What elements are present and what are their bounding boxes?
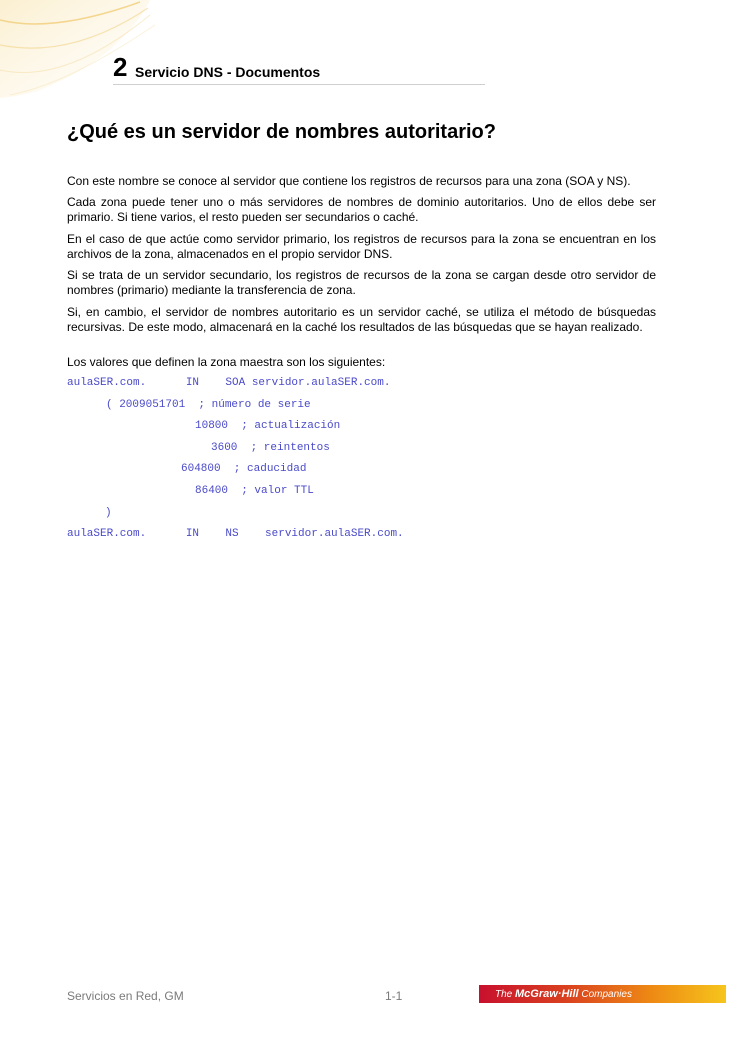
code-line-ttl: 86400 ; valor TTL xyxy=(195,485,314,497)
corner-swirl-decoration xyxy=(0,0,160,100)
code-line-retry: 3600 ; reintentos xyxy=(211,442,330,454)
code-line-refresh: 10800 ; actualización xyxy=(195,420,341,432)
logo-text xyxy=(495,988,632,1001)
code-line-soa: aulaSER.com. IN SOA servidor.aulaSER.com. xyxy=(67,377,391,389)
chapter-title: Servicio DNS - Documentos xyxy=(135,64,321,80)
paragraph-definition: Con este nombre se conoce al servidor que contiene los registros de recursos para una zona (SOA y NS). xyxy=(67,174,631,188)
mcgraw-hill-logo xyxy=(479,985,726,1003)
logo-prefix: The xyxy=(495,989,516,1000)
paragraph-primary: En el caso de que actúe como servidor primario, los registros de recursos para la zona se encuentran en los archivos de la zona, almacenados en el propio servidor DNS. xyxy=(67,232,656,261)
code-line-ns: aulaSER.com. IN NS servidor.aulaSER.com. xyxy=(67,528,404,540)
chapter-header xyxy=(113,52,485,85)
paragraph-servers: Cada zona puede tener uno o más servidores de nombres de dominio autoritarios. Uno de ellos debe ser primario. Si tiene varios, el resto pueden ser secundarios o caché. xyxy=(67,195,656,224)
footer-book-title: Servicios en Red, GM xyxy=(67,989,184,1003)
paragraph-cache: Si, en cambio, el servidor de nombres autoritario es un servidor caché, se utiliza el método de búsquedas recursivas. De este modo, almacenará en la caché los resultados de las búsquedas que se hayan realizado. xyxy=(67,305,656,334)
code-line-serial: ( 2009051701 ; número de serie xyxy=(106,399,311,411)
paragraph-secondary: Si se trata de un servidor secundario, los registros de recursos de la zona se cargan desde otro servidor de nombres (primario) mediante la transferencia de zona. xyxy=(67,268,656,297)
paragraph-zone-intro: Los valores que definen la zona maestra son los siguientes: xyxy=(67,355,386,369)
chapter-number: 2 xyxy=(113,52,128,82)
section-title: ¿Qué es un servidor de nombres autoritario? xyxy=(67,121,496,143)
logo-suffix: Companies xyxy=(578,989,632,1000)
footer-page-number: 1-1 xyxy=(385,989,403,1003)
code-line-expire: 604800 ; caducidad xyxy=(181,463,307,475)
code-line-close-paren: ) xyxy=(105,507,112,519)
logo-brand: McGraw·Hill xyxy=(515,988,579,1000)
